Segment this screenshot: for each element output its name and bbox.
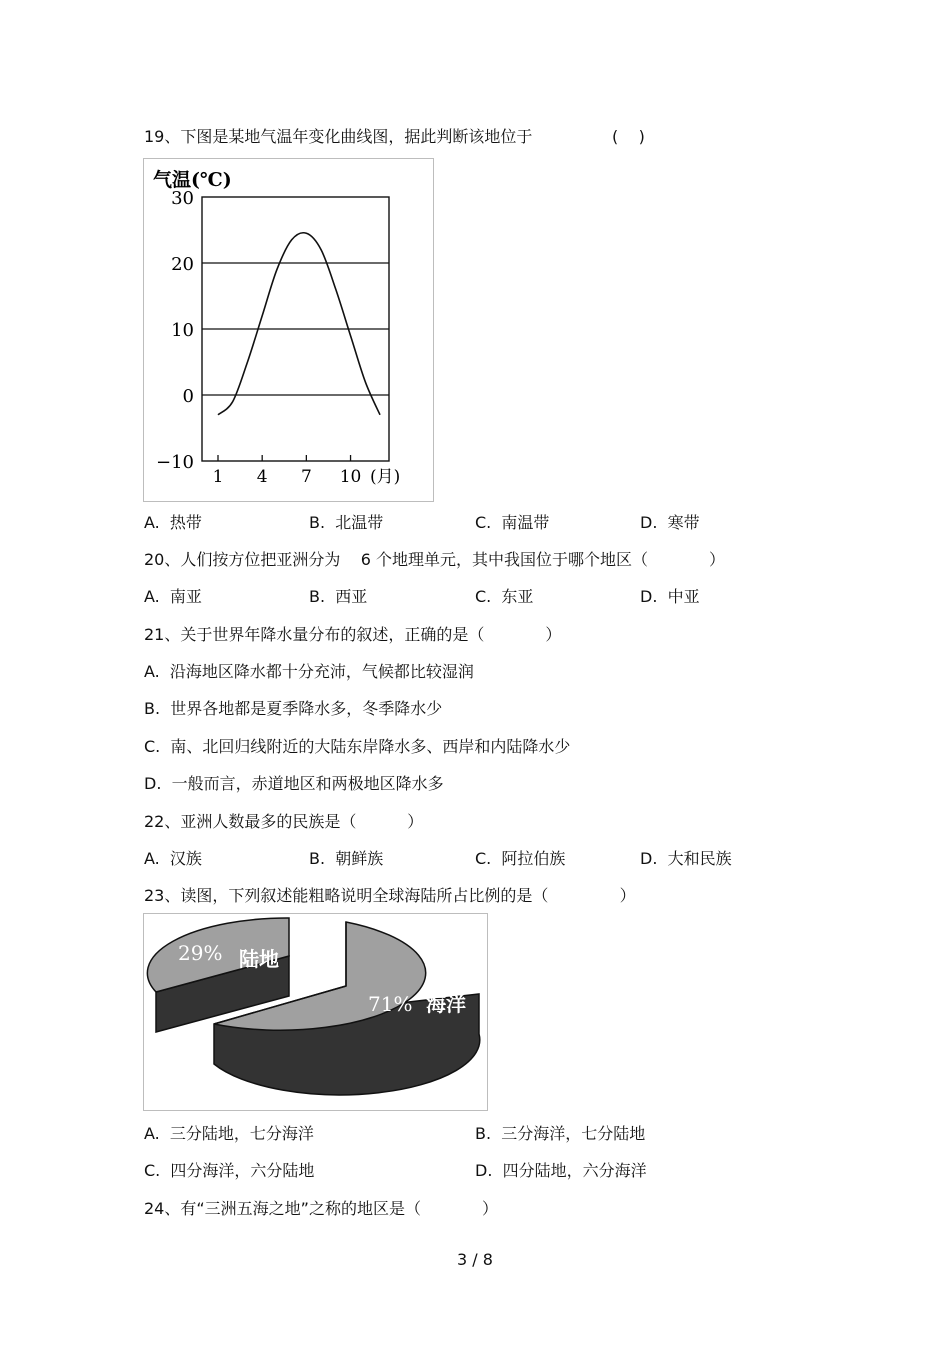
x-tick-label: 4 [256, 467, 268, 487]
q22-option-a: A. 汉族 [144, 849, 202, 868]
x-tick-label: 10 [339, 467, 362, 487]
y-tick-label: 10 [171, 320, 194, 341]
q20-option-c: C. 东亚 [475, 587, 534, 606]
y-tick-label: 30 [171, 188, 194, 209]
q21-option-d: D. 一般而言，赤道地区和两极地区降水多 [144, 774, 444, 793]
q19-answer-paren: ( ) [612, 127, 645, 146]
q23-option-c: C. 四分海洋，六分陆地 [144, 1161, 315, 1180]
q22-stem: 22、亚洲人数最多的民族是（ ） [144, 812, 424, 831]
temperature-line-chart [144, 159, 433, 501]
temperature-chart-frame [143, 158, 434, 502]
q21-option-b: B. 世界各地都是夏季降水多，冬季降水少 [144, 699, 443, 718]
q21-stem: 21、关于世界年降水量分布的叙述，正确的是（ ） [144, 625, 562, 644]
y-axis-title: 气温(℃) [153, 169, 232, 191]
y-tick-label: 20 [171, 254, 194, 275]
q21-option-c: C. 南、北回归线附近的大陆东岸降水多、西岸和内陆降水少 [144, 737, 571, 756]
land-ocean-pie-frame [143, 913, 488, 1111]
q22-option-c: C. 阿拉伯族 [475, 849, 566, 868]
land-percent-label: 29% [178, 941, 223, 965]
q19-option-d: D. 寒带 [640, 513, 700, 532]
x-axis-unit: (月) [370, 467, 401, 487]
y-tick-label: 0 [182, 386, 194, 407]
q22-option-d: D. 大和民族 [640, 849, 732, 868]
q21-option-a: A. 沿海地区降水都十分充沛，气候都比较湿润 [144, 662, 474, 681]
q23-option-a: A. 三分陆地，七分海洋 [144, 1124, 314, 1143]
land-name-label: 陆地 [239, 947, 279, 971]
q22-option-b: B. 朝鲜族 [309, 849, 384, 868]
q20-option-a: A. 南亚 [144, 587, 202, 606]
q20-option-d: D. 中亚 [640, 587, 700, 606]
y-tick-label: −10 [156, 452, 194, 473]
q19-stem: 19、下图是某地气温年变化曲线图，据此判断该地位于 [144, 127, 533, 146]
q24-stem: 24、有“三洲五海之地”之称的地区是（ ） [144, 1199, 498, 1218]
page-number: 3 / 8 [457, 1250, 493, 1269]
q23-stem: 23、读图，下列叙述能粗略说明全球海陆所占比例的是（ ） [144, 886, 636, 905]
ocean-percent-label: 71% [368, 992, 413, 1016]
q19-option-a: A. 热带 [144, 513, 202, 532]
q19-option-c: C. 南温带 [475, 513, 550, 532]
q23-option-d: D. 四分陆地，六分海洋 [475, 1161, 647, 1180]
q20-option-b: B. 西亚 [309, 587, 368, 606]
land-ocean-pie-chart [144, 914, 487, 1110]
q23-option-b: B. 三分海洋，七分陆地 [475, 1124, 646, 1143]
x-tick-label: 7 [300, 467, 312, 487]
q20-stem: 20、人们按方位把亚洲分为 6 个地理单元，其中我国位于哪个地区（ ） [144, 550, 726, 569]
x-tick-label: 1 [212, 467, 224, 487]
ocean-name-label: 海洋 [426, 992, 466, 1016]
temperature-series-line [218, 233, 380, 415]
q19-option-b: B. 北温带 [309, 513, 384, 532]
